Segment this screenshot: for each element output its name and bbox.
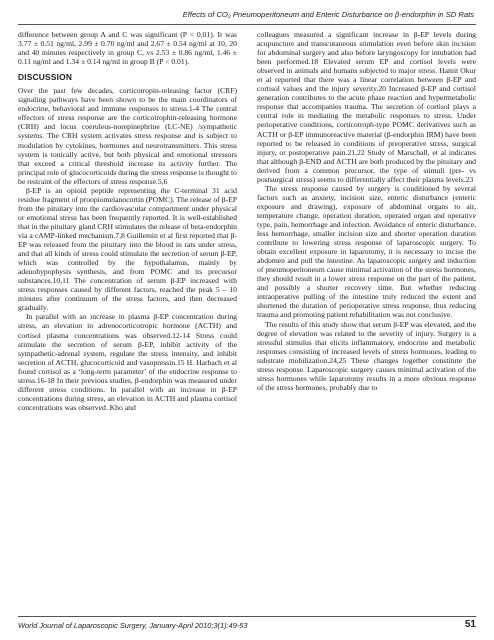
footer-divider bbox=[18, 616, 476, 617]
left-column bbox=[18, 30, 237, 612]
results-paragraph: difference between group A and C was significant (P < 0.01). It was 3.77 ± 0.51 ng/ml, 2.99 ± 0.70 ng/ml and 2.67 ± 0.54 ng/ml at 10, 20 and 40 minutes respectively in group C, vs 2.53 ± 0.86 ng/ml, 1.46 ± 0.11 ng/ml and 1.34 ± 0.14 ng/ml in group B (P < 0.01). bbox=[18, 30, 237, 67]
discussion-paragraph-5: The stress response caused by surgery is conditioned by several factors such as anxiety, incision size, enteric disturbance (enteric exposure and drawing), exposure of abdominal organs to air, temperature change, operation duration, operated organ and operative type, pain, hemorrhage and infection. Avoidance of enteric disturbance, less hemorrhage, smaller incision size and shorter operation duration contribute to lowering stress response of laparoscopic surgery. To obtain excellent exposure in laparotomy, it is necessary to incise the abdomen and pull the intestine. As laparoscopic surgery and induction of pneumoperitoneum cause minimal activation of the stress hormones, they should result in a lower stress response on the part of the patient, and possibly a shorter recovery time. But whether reducing intraoperative pulling of the intestine truly reduced the extent and shortened the duration of perioperative stress response, thus reducing trauma and promoting patient rehabilitation was not conclusive. bbox=[257, 183, 476, 320]
discussion-heading: DISCUSSION bbox=[18, 72, 73, 83]
discussion-paragraph-2: β-EP is an opioid peptide representing the C-terminal 31 acid residue fragment of proopiomelanocortin (POMC). The release of β-EP from the pituitary into the cardiovascular compartment under physical or emotional stress has been frequently reported. It is well-established that in the pituitary gland CRH stimulates the release of beta-endorphin via a cAMP-linked mechanism.7,8 Guillemin et al first reported that β-EP was released from the pituitary into the blood in rats under stress, and that all kinds of stress could stimulate the secretion of serum β-EP, which was controlled by the hypothalamus, mainly by adenohypophysis synthesis, and from POMC and its precursor substances.10,11 The concentration of serum β-EP increased with stress responses caused by different factors, reached the peak 5 – 10 minutes after continuum of the stress factors, and then decreased gradually. bbox=[18, 185, 237, 313]
discussion-paragraph-3: In parallel with an increase in plasma β-EP concentration during stress, an elevation in adrenocorticotropic hormone (ACTH) and cortisol plasma concentrations was observed.12-14 Stress could stimulate the secretion of serum β-EP, inhibit activity of the sympathetic-adrenal system, regulate the stress intensity, and inhibit secretion of ACTH, glucocorticoid and vasopressin.15 H. Harbach et al found cortisol as a ‘long-term parameter’ of the endocrine response to stress.16-18 In their previous studies, β-endorphin was measured under different stress conditions. In parallel with an increase in β-EP concentrations during stress, an elevation in ACTH and plasma cortisol concentrations was observed. Kho and bbox=[18, 312, 237, 412]
discussion-paragraph-6: The results of this study show that serum β-EP was elevated, and the degree of elevation was related to the severity of injury. Surgery is a stressful stimulus that elicits inflammatory, endocrine and metabolic responses consisting of increased levels of stress hormones, leading to substrate mobilization.24,25 These changes together constitute the stress response. Laparoscopic surgery causes minimal activation of the stress hormones while laparotomy results in a more obvious response of the stress hormones, probably due to bbox=[257, 319, 476, 392]
right-column bbox=[257, 30, 476, 612]
page-number: 51 bbox=[464, 619, 476, 630]
running-head: Effects of CO₂ Pneumoperitoneum and Enteric Disturbance on β-endorphin in SD Rats bbox=[182, 10, 474, 19]
discussion-paragraph-1: Over the past few decades, corticotropin-releasing factor (CRF) signaling pathways have been shown to be the main coordinators of endocrine, behavioral and immune responses to stress.1-4 The central effectors of stress response are the corticotrophin-releasing hormone (CRH) and locus coeruleus-norepinephrine (LC-NE) /sympathetic systems. The CRH system activates stress response and is subject to modulation by cytokines, hormones and neurotransmitters. This stress system is tonically active, but both physical and emotional stressors that exceed a critical threshold increase its activity further. The principal role of glucocorticoids during the stress response is thought to be restraint of the effectors of stress response.5,6 bbox=[18, 86, 237, 186]
journal-citation: World Journal of Laparoscopic Surgery, January-April 2010;3(1):49-53 bbox=[18, 621, 248, 630]
header-divider bbox=[18, 24, 476, 25]
discussion-paragraph-4: colleagues measured a significant increase in β-EP levels during acupuncture and transcutaneous stimulation even before skin incision for abdominal surgery and also before laryngoscopy for intubation had been performed.18 Elevated serum EP and cortisol levels were observed in animals and humans subjected to major stress. Hamit Okur et al reported that there was a linear correlation between β-EP and cortisol values and the injury severity.20 Increased β-EP and cortisol generation contributes to the acute phase reaction and hypermetabolic response that accompanies trauma. The secretion of cortisol plays a central role in mediating the metabolic responses to stress. Under perioperative conditions, corticotroph-type POMC derivatives such as ACTH or β-EP immunoreactive material (β-endorphin IRM) have been reported to be released in conditions of preoperative stress, surgical injury, or postoperative pain.21,22 Study of Marschall, et al indicates that although β-END and ACTH are both produced by the pituitary and derived from a common precursor, the type of stimuli (pre- vs postsurgical stress) seems to differentially affect their plasma levels.23 bbox=[257, 30, 476, 184]
page-footer bbox=[18, 620, 476, 634]
